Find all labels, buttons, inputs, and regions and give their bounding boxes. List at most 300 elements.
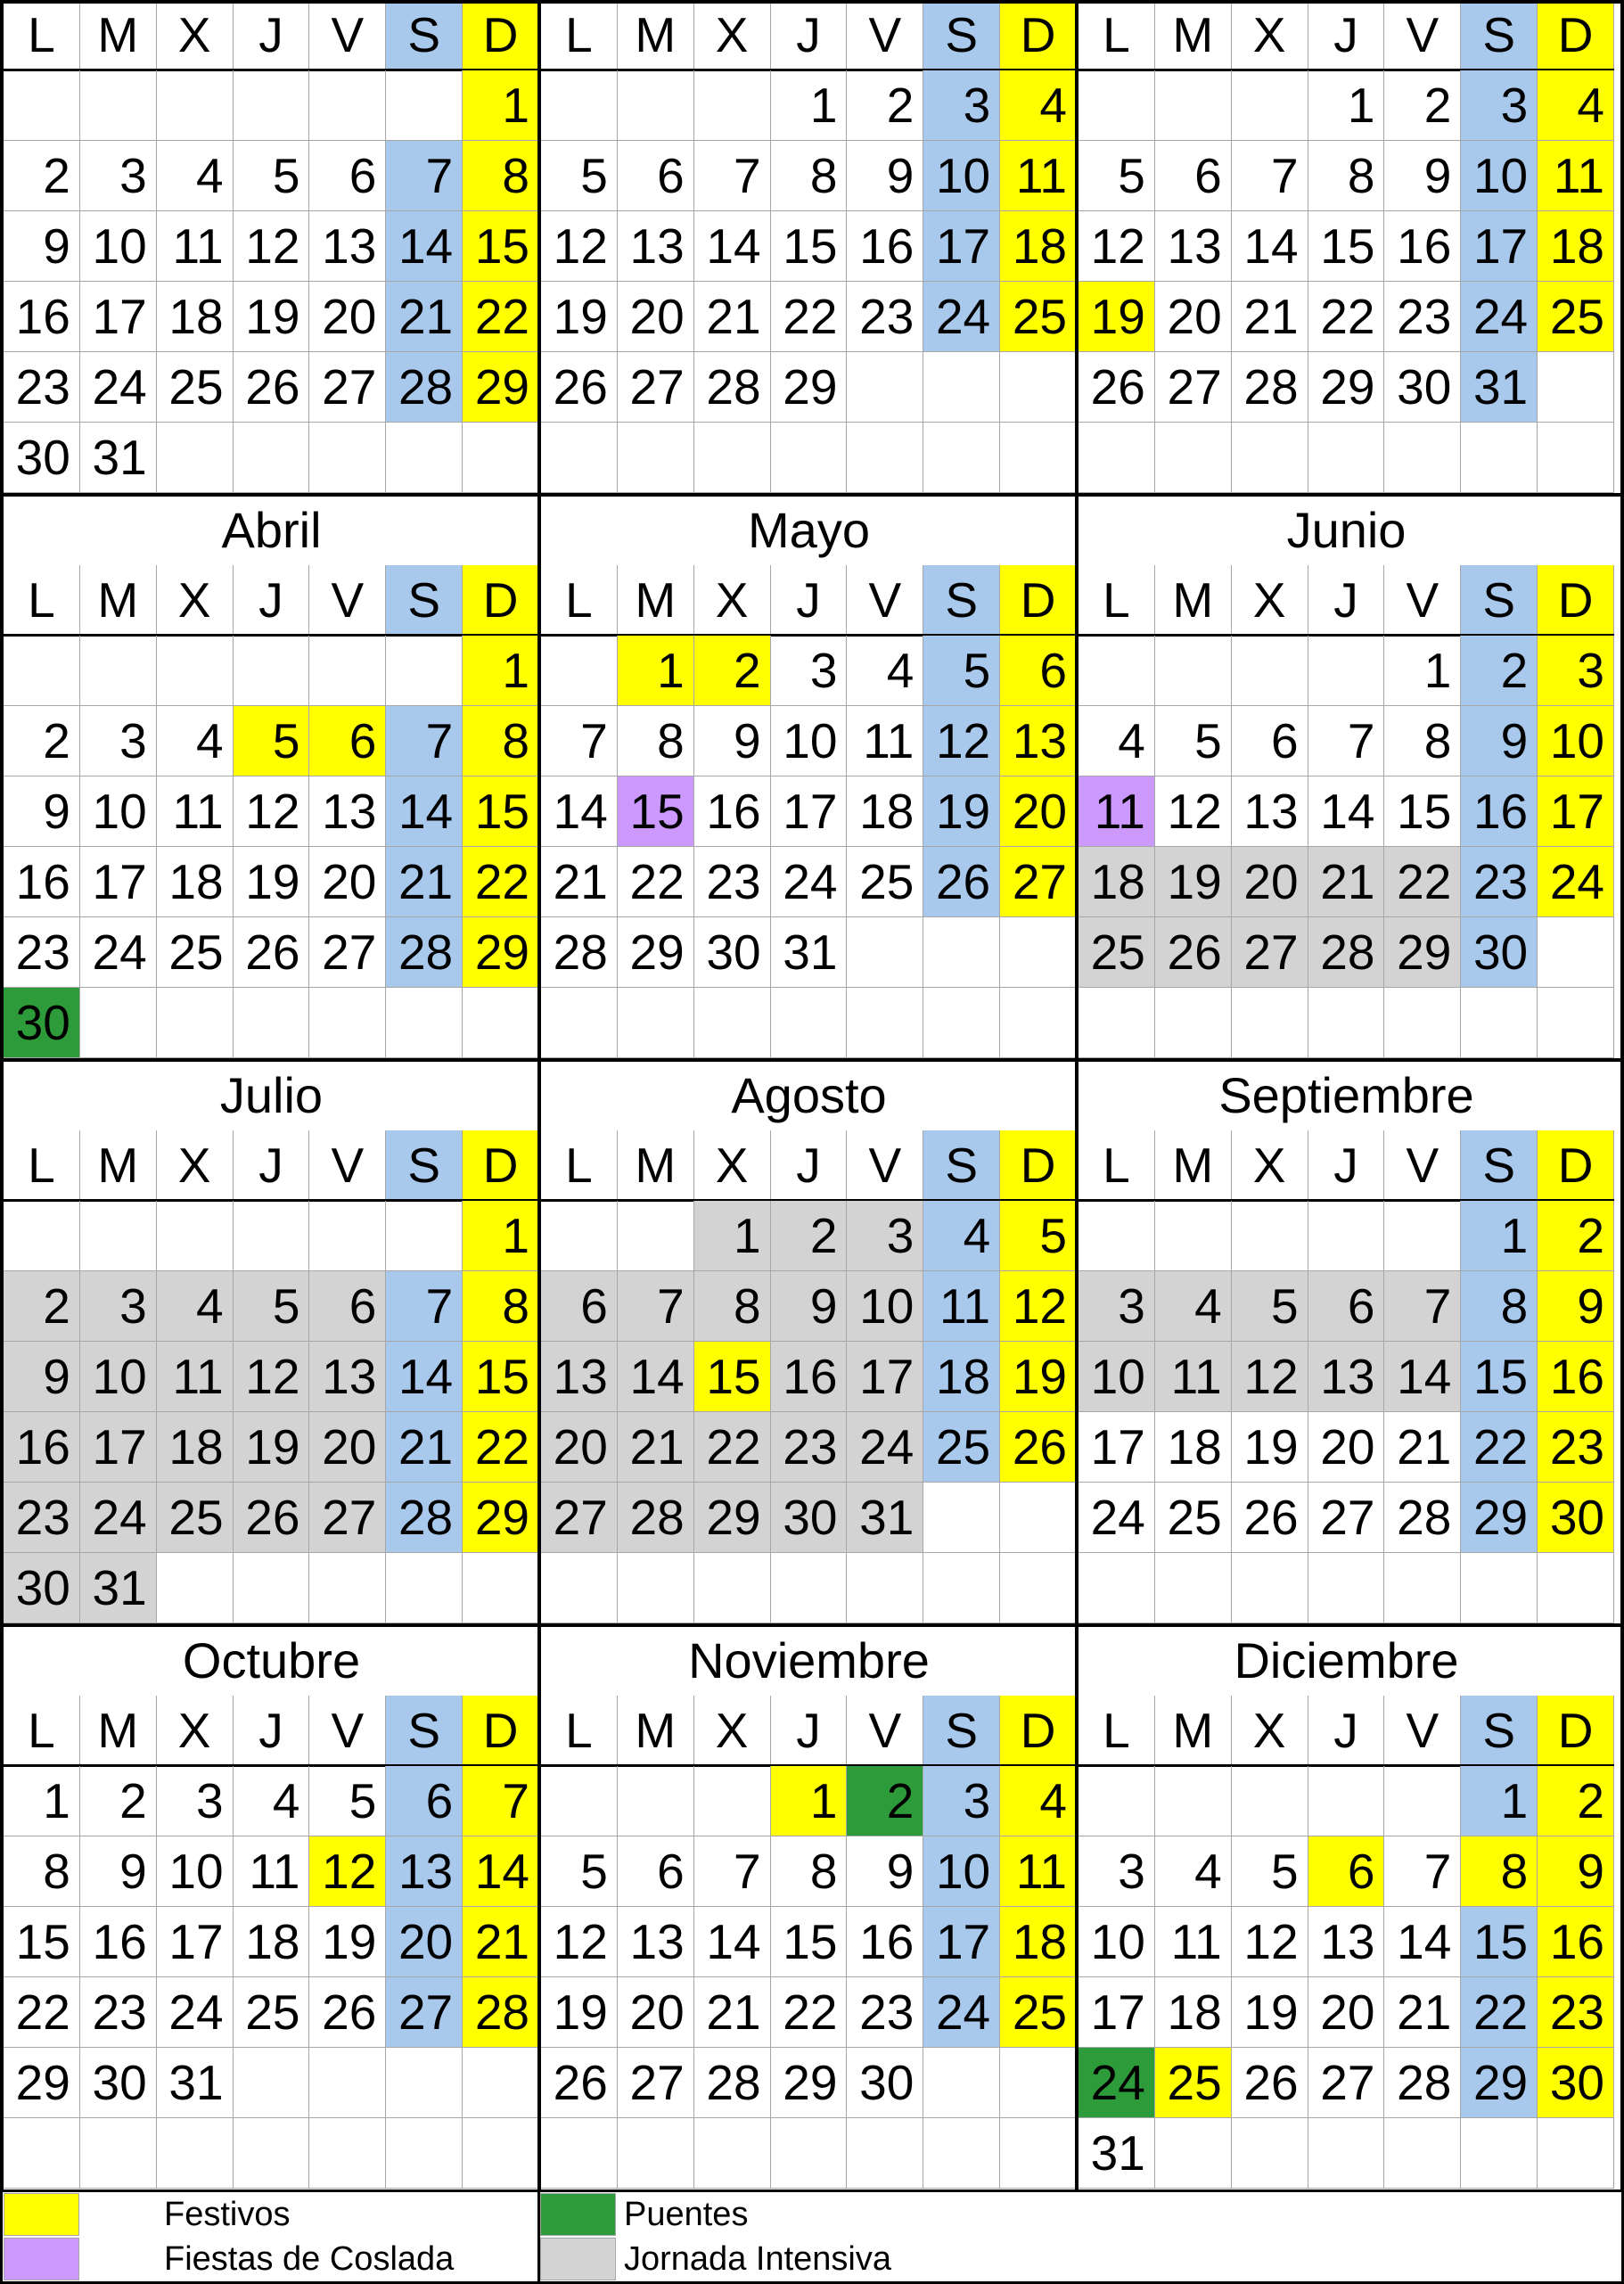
day-cell: 14: [463, 1836, 539, 1907]
week-row: [1079, 211, 1614, 282]
day-cell: 12: [234, 1342, 310, 1412]
empty-cell: [541, 423, 618, 493]
weekday-header-row: [4, 1696, 539, 1766]
empty-cell: [4, 1201, 80, 1271]
day-cell: 6: [618, 1836, 694, 1907]
day-cell: 20: [541, 1412, 618, 1483]
day-cell: 18: [847, 776, 923, 847]
day-cell: 24: [157, 1977, 234, 2048]
empty-cell: [923, 423, 1000, 493]
weekday-header: X: [694, 0, 771, 70]
week-row: [541, 2048, 1077, 2118]
day-cell: 22: [1308, 282, 1385, 352]
day-cell: 5: [234, 706, 310, 776]
day-cell: 10: [1079, 1342, 1155, 1412]
day-cell: 12: [1232, 1342, 1308, 1412]
day-cell: 3: [1461, 70, 1538, 141]
month-block: [541, 1625, 1077, 2190]
weekday-header: M: [1155, 1696, 1232, 1766]
day-cell: 31: [80, 423, 157, 493]
empty-cell: [847, 2118, 923, 2189]
day-cell: 31: [80, 1553, 157, 1623]
weekday-header: M: [618, 0, 694, 70]
day-cell: 8: [463, 141, 539, 211]
day-cell: 3: [157, 1766, 234, 1836]
day-cell: 8: [694, 1271, 771, 1342]
week-row: [1079, 2048, 1614, 2118]
day-cell: 17: [1079, 1977, 1155, 2048]
empty-cell: [1384, 1201, 1461, 1271]
day-cell: 24: [80, 352, 157, 423]
weekday-header: D: [1538, 1696, 1614, 1766]
day-cell: 4: [157, 706, 234, 776]
top-border: [0, 0, 1624, 4]
empty-cell: [1538, 988, 1614, 1058]
day-cell: 7: [1384, 1836, 1461, 1907]
day-cell: 23: [1538, 1977, 1614, 2048]
day-cell: 6: [309, 1271, 386, 1342]
day-cell: 4: [1155, 1836, 1232, 1907]
day-cell: 27: [1308, 2048, 1385, 2118]
empty-cell: [618, 1553, 694, 1623]
empty-cell: [1232, 988, 1308, 1058]
legend-label-fiestas: Fiestas de Coslada: [164, 2240, 455, 2278]
day-cell: 5: [234, 1271, 310, 1342]
day-cell: 18: [923, 1342, 1000, 1412]
week-row: [541, 2118, 1077, 2189]
week-row: [541, 1766, 1077, 1836]
day-cell: 23: [1538, 1412, 1614, 1483]
empty-cell: [1232, 70, 1308, 141]
day-cell: 30: [4, 988, 80, 1058]
weekday-header: L: [541, 1696, 618, 1766]
day-cell: 4: [1155, 1271, 1232, 1342]
empty-cell: [234, 70, 310, 141]
empty-cell: [1538, 917, 1614, 988]
day-cell: 23: [4, 917, 80, 988]
empty-cell: [1461, 423, 1538, 493]
empty-cell: [1384, 988, 1461, 1058]
weekday-header-row: [4, 565, 539, 636]
empty-cell: [80, 636, 157, 706]
weekday-header-row: [541, 1130, 1077, 1201]
empty-cell: [309, 988, 386, 1058]
day-cell: 21: [386, 1412, 463, 1483]
week-row: [1079, 1271, 1614, 1342]
empty-cell: [694, 988, 771, 1058]
day-cell: 15: [463, 1342, 539, 1412]
day-cell: 5: [541, 1836, 618, 1907]
empty-cell: [1155, 2118, 1232, 2189]
day-cell: 30: [1538, 2048, 1614, 2118]
weekday-header: D: [1538, 565, 1614, 636]
month-block: [541, 495, 1077, 1060]
legend-swatch-intensiva: [540, 2238, 616, 2280]
day-cell: 2: [1461, 636, 1538, 706]
day-cell: 21: [463, 1907, 539, 1977]
band-divider-1: [0, 493, 1624, 497]
week-row: [4, 1836, 539, 1907]
month-block: [4, 0, 539, 565]
empty-cell: [694, 70, 771, 141]
empty-cell: [1308, 1766, 1385, 1836]
day-cell: 4: [157, 141, 234, 211]
week-row: [4, 141, 539, 211]
week-row: [1079, 776, 1614, 847]
weekday-header: D: [463, 1130, 539, 1201]
day-cell: 12: [1079, 211, 1155, 282]
weekday-header: J: [771, 0, 848, 70]
day-cell: 21: [386, 282, 463, 352]
day-cell: 13: [1232, 776, 1308, 847]
week-row: [4, 1271, 539, 1342]
day-cell: 24: [923, 282, 1000, 352]
week-row: [1079, 1836, 1614, 1907]
empty-cell: [463, 1553, 539, 1623]
empty-cell: [386, 2118, 463, 2189]
day-cell: 17: [923, 1907, 1000, 1977]
day-cell: 25: [847, 847, 923, 917]
day-cell: 14: [1384, 1342, 1461, 1412]
day-cell: 9: [4, 211, 80, 282]
day-cell: 16: [771, 1342, 848, 1412]
week-row: [541, 70, 1077, 141]
day-cell: 7: [541, 706, 618, 776]
day-cell: 11: [1538, 141, 1614, 211]
legend-left-border: [0, 2190, 3, 2284]
week-row: [4, 988, 539, 1058]
day-cell: 10: [847, 1271, 923, 1342]
week-row: [4, 706, 539, 776]
day-cell: 27: [309, 1483, 386, 1553]
day-cell: 29: [1308, 352, 1385, 423]
weekday-header: S: [923, 0, 1000, 70]
empty-cell: [923, 1483, 1000, 1553]
day-cell: 9: [694, 706, 771, 776]
day-cell: 1: [771, 1766, 848, 1836]
empty-cell: [1308, 1201, 1385, 1271]
day-cell: 7: [618, 1271, 694, 1342]
day-cell: 16: [4, 282, 80, 352]
empty-cell: [234, 1553, 310, 1623]
day-cell: 27: [618, 2048, 694, 2118]
weekday-header: V: [1384, 1130, 1461, 1201]
day-cell: 7: [694, 141, 771, 211]
day-cell: 22: [1461, 1412, 1538, 1483]
empty-cell: [1384, 1766, 1461, 1836]
weekday-header: V: [1384, 565, 1461, 636]
empty-cell: [386, 1553, 463, 1623]
empty-cell: [386, 2048, 463, 2118]
week-row: [1079, 282, 1614, 352]
day-cell: 10: [80, 1342, 157, 1412]
day-cell: 5: [1000, 1201, 1077, 1271]
day-cell: 4: [923, 1201, 1000, 1271]
weekday-header: V: [1384, 1696, 1461, 1766]
empty-cell: [1155, 988, 1232, 1058]
month-title: Diciembre: [1234, 1632, 1459, 1688]
day-cell: 5: [309, 1766, 386, 1836]
week-row: [541, 1977, 1077, 2048]
day-cell: 28: [618, 1483, 694, 1553]
day-cell: 18: [157, 847, 234, 917]
month-block: [4, 1625, 539, 2190]
empty-cell: [1538, 423, 1614, 493]
day-cell: 25: [1079, 917, 1155, 988]
day-cell: 7: [1384, 1271, 1461, 1342]
day-cell: 17: [157, 1907, 234, 1977]
weekday-header: S: [386, 565, 463, 636]
day-cell: 25: [157, 917, 234, 988]
empty-cell: [157, 1553, 234, 1623]
weekday-header: X: [157, 0, 234, 70]
day-cell: 13: [309, 1342, 386, 1412]
week-row: [541, 352, 1077, 423]
weekday-header: V: [847, 0, 923, 70]
day-cell: 25: [1155, 1483, 1232, 1553]
day-cell: 10: [771, 706, 848, 776]
day-cell: 19: [541, 282, 618, 352]
day-cell: 28: [1384, 1483, 1461, 1553]
day-cell: 6: [541, 1271, 618, 1342]
day-cell: 19: [234, 1412, 310, 1483]
day-cell: 26: [1155, 917, 1232, 988]
day-cell: 29: [1461, 1483, 1538, 1553]
day-cell: 20: [1232, 847, 1308, 917]
empty-cell: [4, 70, 80, 141]
day-cell: 18: [234, 1907, 310, 1977]
empty-cell: [771, 423, 848, 493]
day-cell: 13: [618, 211, 694, 282]
weekday-header: X: [1232, 0, 1308, 70]
empty-cell: [847, 988, 923, 1058]
day-cell: 1: [4, 1766, 80, 1836]
month-title: Mayo: [748, 502, 870, 558]
day-cell: 21: [1308, 847, 1385, 917]
empty-cell: [1232, 1766, 1308, 1836]
empty-cell: [541, 2118, 618, 2189]
empty-cell: [923, 1553, 1000, 1623]
day-cell: 16: [1538, 1342, 1614, 1412]
day-cell: 13: [1308, 1342, 1385, 1412]
day-cell: 22: [463, 1412, 539, 1483]
empty-cell: [618, 423, 694, 493]
week-row: [1079, 847, 1614, 917]
day-cell: 18: [1155, 1977, 1232, 2048]
day-cell: 23: [4, 1483, 80, 1553]
day-cell: 28: [1384, 2048, 1461, 2118]
day-cell: 19: [541, 1977, 618, 2048]
day-cell: 18: [1155, 1412, 1232, 1483]
day-cell: 22: [771, 1977, 848, 2048]
weekday-header: J: [1308, 565, 1385, 636]
day-cell: 11: [1079, 776, 1155, 847]
weekday-header: X: [1232, 1696, 1308, 1766]
weekday-header: D: [1000, 1130, 1077, 1201]
day-cell: 25: [923, 1412, 1000, 1483]
empty-cell: [1079, 988, 1155, 1058]
day-cell: 21: [694, 282, 771, 352]
empty-cell: [1079, 1766, 1155, 1836]
col-divider-1: [537, 0, 541, 2190]
day-cell: 29: [771, 2048, 848, 2118]
week-row: [1079, 1977, 1614, 2048]
weekday-header: J: [1308, 1696, 1385, 1766]
empty-cell: [1079, 423, 1155, 493]
day-cell: 3: [847, 1201, 923, 1271]
weekday-header: L: [1079, 0, 1155, 70]
week-row: [4, 1907, 539, 1977]
empty-cell: [234, 988, 310, 1058]
day-cell: 14: [1308, 776, 1385, 847]
day-cell: 16: [4, 847, 80, 917]
week-row: [4, 211, 539, 282]
weekday-header: D: [1000, 1696, 1077, 1766]
day-cell: 19: [923, 776, 1000, 847]
day-cell: 30: [4, 1553, 80, 1623]
day-cell: 30: [694, 917, 771, 988]
empty-cell: [541, 988, 618, 1058]
day-cell: 13: [618, 1907, 694, 1977]
empty-cell: [694, 1553, 771, 1623]
day-cell: 29: [1461, 2048, 1538, 2118]
day-cell: 16: [1461, 776, 1538, 847]
day-cell: 7: [386, 141, 463, 211]
day-cell: 26: [1079, 352, 1155, 423]
empty-cell: [309, 636, 386, 706]
week-row: [541, 423, 1077, 493]
day-cell: 29: [694, 1483, 771, 1553]
day-cell: 28: [386, 917, 463, 988]
month-title: Agosto: [731, 1067, 887, 1123]
week-row: [4, 1553, 539, 1623]
empty-cell: [1155, 1201, 1232, 1271]
day-cell: 24: [923, 1977, 1000, 2048]
empty-cell: [4, 636, 80, 706]
day-cell: 10: [1079, 1907, 1155, 1977]
weekday-header: J: [771, 1130, 848, 1201]
day-cell: 12: [234, 211, 310, 282]
week-row: [541, 988, 1077, 1058]
day-cell: 23: [1384, 282, 1461, 352]
weekday-header: D: [1000, 0, 1077, 70]
week-row: [4, 1342, 539, 1412]
day-cell: 11: [1155, 1342, 1232, 1412]
week-row: [1079, 1412, 1614, 1483]
day-cell: 5: [234, 141, 310, 211]
empty-cell: [463, 2048, 539, 2118]
day-cell: 15: [618, 776, 694, 847]
week-row: [1079, 1907, 1614, 1977]
day-cell: 27: [309, 917, 386, 988]
day-cell: 1: [1308, 70, 1385, 141]
empty-cell: [618, 2118, 694, 2189]
weekday-header: V: [1384, 0, 1461, 70]
empty-cell: [1308, 988, 1385, 1058]
week-row: [541, 917, 1077, 988]
weekday-header: M: [618, 1696, 694, 1766]
day-cell: 17: [80, 282, 157, 352]
weekday-header: S: [386, 1696, 463, 1766]
day-cell: 23: [694, 847, 771, 917]
weekday-header: V: [309, 1130, 386, 1201]
day-cell: 20: [618, 282, 694, 352]
day-cell: 13: [1155, 211, 1232, 282]
day-cell: 15: [1384, 776, 1461, 847]
day-cell: 14: [618, 1342, 694, 1412]
month-title: Noviembre: [688, 1632, 930, 1688]
band-divider-3: [0, 1623, 1624, 1627]
weekday-header: J: [234, 1696, 310, 1766]
empty-cell: [1308, 636, 1385, 706]
day-cell: 13: [1308, 1907, 1385, 1977]
legend-swatch-puentes: [540, 2193, 616, 2236]
weekday-header: S: [386, 1130, 463, 1201]
day-cell: 12: [309, 1836, 386, 1907]
day-cell: 9: [1538, 1836, 1614, 1907]
week-row: [1079, 141, 1614, 211]
weekday-header: M: [1155, 565, 1232, 636]
day-cell: 22: [618, 847, 694, 917]
day-cell: 22: [463, 847, 539, 917]
day-cell: 11: [157, 776, 234, 847]
day-cell: 31: [847, 1483, 923, 1553]
week-row: [4, 1201, 539, 1271]
day-cell: 29: [463, 352, 539, 423]
day-cell: 7: [1232, 141, 1308, 211]
month-block: [541, 1060, 1077, 1625]
week-row: [4, 2118, 539, 2189]
day-cell: 18: [1538, 211, 1614, 282]
day-cell: 16: [80, 1907, 157, 1977]
day-cell: 21: [618, 1412, 694, 1483]
empty-cell: [847, 917, 923, 988]
empty-cell: [157, 988, 234, 1058]
weekday-header: X: [694, 1130, 771, 1201]
day-cell: 27: [1232, 917, 1308, 988]
day-cell: 8: [4, 1836, 80, 1907]
month-title: Septiembre: [1218, 1067, 1474, 1123]
weekday-header: D: [1538, 1130, 1614, 1201]
weekday-header: V: [309, 0, 386, 70]
day-cell: 17: [80, 847, 157, 917]
legend-top-border: [0, 2190, 1624, 2192]
day-cell: 12: [1232, 1907, 1308, 1977]
day-cell: 24: [1079, 1483, 1155, 1553]
day-cell: 15: [1308, 211, 1385, 282]
empty-cell: [1384, 423, 1461, 493]
day-cell: 17: [771, 776, 848, 847]
weekday-header: J: [234, 565, 310, 636]
week-row: [4, 1977, 539, 2048]
day-cell: 26: [234, 917, 310, 988]
empty-cell: [1232, 423, 1308, 493]
weekday-header: J: [234, 0, 310, 70]
weekday-header: L: [4, 1130, 80, 1201]
empty-cell: [771, 1553, 848, 1623]
day-cell: 6: [1232, 706, 1308, 776]
day-cell: 5: [1232, 1271, 1308, 1342]
day-cell: 30: [847, 2048, 923, 2118]
week-row: [4, 917, 539, 988]
day-cell: 8: [1461, 1271, 1538, 1342]
empty-cell: [463, 2118, 539, 2189]
day-cell: 24: [80, 1483, 157, 1553]
day-cell: 2: [694, 636, 771, 706]
weekday-header: S: [923, 1130, 1000, 1201]
day-cell: 26: [1232, 2048, 1308, 2118]
day-cell: 30: [80, 2048, 157, 2118]
